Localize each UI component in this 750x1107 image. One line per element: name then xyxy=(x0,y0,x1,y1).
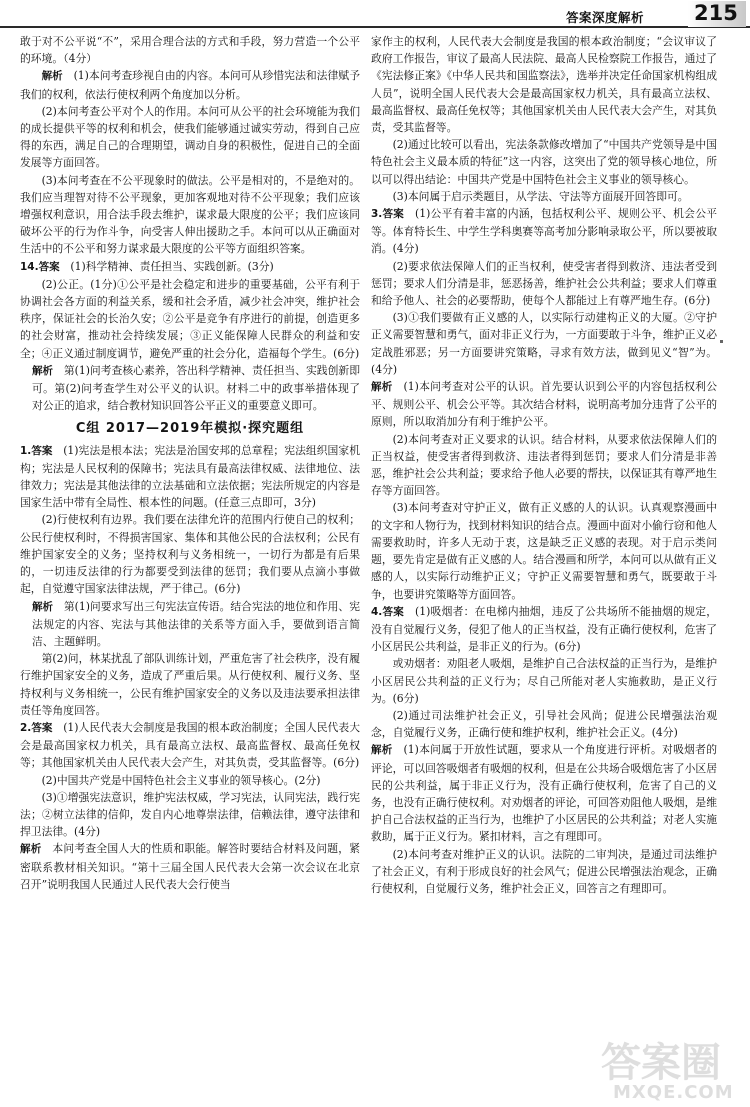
watermark-text-en: MXQE.COM xyxy=(613,1082,734,1103)
paragraph: 敢于对不公平说“不”，采用合理合法的方式和手段，努力营造一个公平的环境。（4分） xyxy=(20,35,360,66)
paragraph: (3)①增强宪法意识，维护宪法权威，学习宪法，认同宪法，践行宪法；②树立法律的信仰，发自内心地尊崇法律，信赖法律，遵守法律和捍卫法律。(4分) xyxy=(20,790,360,839)
paragraph: (2)公正。(1分)①公平是社会稳定和进步的重要基础，公平有利于协调社会各方面的利益关系，缓和社会矛盾，减少社会冲突，维护社会秩序，保证社会的长治久安；②公平是竞争有序进行的前提，创造更多的社会财富，推动社会持续发展；③正义能保障人民群众的利益和安全；④正义通过制度调节，避免严重的社会分化，造福每个学生。(6分) xyxy=(20,277,360,360)
paragraph: (3)本问考查对守护正义，做有正义感的人的认识。认真观察漫画中的文字和人物行为，找到材料知识的结合点。漫画中面对小偷行窃和他人需要救助时，许多人无动于衷，这是缺乏正义感的表现。对于启示类问题，要先肯定是做有正义感的人。结合漫画和所学，本问可以从做有正义感的人，以实际行动维护正义；守护正义需要智慧和勇气，既要敢于斗争，也要讲究策略等方面回答。 xyxy=(371,501,717,601)
page-number: 215 xyxy=(688,1,746,27)
paragraph: 第(2)问，林某扰乱了部队训练计划，严重危害了社会秩序，没有履行维护国家安全的义务，造成了严重后果。从行使权利、履行义务、坚持权利与义务相统一，公民有维护国家安全的义务以及违法要承担法律责任等角度回答。 xyxy=(20,652,360,717)
header-rule xyxy=(0,26,750,28)
left-column xyxy=(20,33,360,893)
q3-answer: 3.答案 (1)公平有着丰富的内涵，包括权利公平、规则公平、机会公平等。体育特长生、中学生学科奥赛等高考加分影响录取公平，所以要被取消。(4分) xyxy=(371,207,718,256)
paragraph: 解析 (1)本问考查珍视自由的内容。本问可从珍惜宪法和法律赋予我们的权利，依法行使权利两个角度加以分析。 xyxy=(20,69,361,101)
paragraph: 或劝烟者：劝阻老人吸烟，是维护自己合法权益的正当行为，是维护小区居民公共利益的正义行为；尽自己所能对老人实施救助，是正义行为。(6分) xyxy=(371,657,717,705)
paragraph: (2)通过司法维护社会正义，引导社会风尚；促进公民增强法治观念，自觉履行义务，正确行使和维护权利，维护社会正义。(4分) xyxy=(371,708,717,740)
paragraph: 解析 第(1)问考查核心素养，答出科学精神、责任担当、实践创新即可。第(2)问考查学生对公平义的认识。材料二中的政事举措体现了对公正的追求，结合教材知识回答公平正义的重要意义即可。 xyxy=(32,363,361,413)
paragraph: (2)要求依法保障人们的正当权利，使受害者得到救济、违法者受到惩罚；要求人们分清是非，惩恶扬善，维护社会公共利益；要求人们尊重和给予他人、社会的必要帮助，使每个人都能过上有尊严地生存。(6分) xyxy=(371,259,717,308)
analysis-label: 解析 xyxy=(41,70,63,83)
paragraph: 家作主的权利，人民代表大会制度是我国的根本政治制度；“会议审议了政府工作报告，审议了最高人民法院、最高人民检察院工作报告，通过了《宪法修正案》《中华人民共和国监察法》，选举并决定任命国家机构组成人员”，说明全国人民代表大会是最高国家权力机关，具有最高立法权、最高监督权、最高任免权等；其他国家机关由人民代表大会产生，对其负责，受其监督等。 xyxy=(371,35,717,135)
paragraph: (2)本问考查公平对个人的作用。本问可从公平的社会环境能为我们的成长提供平等的权利和机会，使我们能够通过诚实劳动，得到自己应得的东西，满足自己的合理期望，调动自身的积极性，促进自己的全面发展等方面回答。 xyxy=(20,104,360,170)
q4-answer: 4.答案 (1)吸烟者：在电梯内抽烟，违反了公共场所不能抽烟的规定，没有自觉履行义务，侵犯了他人的正当权益，没有正确行使权利，危害了小区居民公共利益，是非正义的行为。(6分) xyxy=(371,604,718,654)
right-column xyxy=(371,33,717,897)
paragraph: 解析 (1)本问考查对公平的认识。首先要认识到公平的内容包括权利公平、规则公平、机会公平等。其次结合材料，说明高考加分违背了公平的原则，所以取消加分有利于维护公平。 xyxy=(371,380,718,429)
paragraph: (3)本问考查在不公平现象时的做法。公平是相对的，不是绝对的。我们应当理智对待不公平现象，更加客观地对待不公平现象；我们应该增强权利意识，用合法手段去维护，谋求最大限度的公平；我们应该同破坏公平的行为作斗争，向受害人伸出援助之手。本问可以从正确面对生活中的不公平和努力谋求最大限度的公平等方面组织答案。 xyxy=(20,173,360,256)
paragraph: (2)通过比较可以看出，宪法条款修改增加了“中国共产党领导是中国特色社会主义最本质的特征”这一内容，这突出了党的领导核心地位，所以可以得出结论：中国共产党是中国特色社会主义事业的领导核心。 xyxy=(371,138,717,186)
paragraph: (2)本问考查对维护正义的认识。法院的二审判决，是通过司法维护了社会正义，有利于形成良好的社会风气；促进公民增强法治观念，正确行使权利，自觉履行义务，维护社会正义，回答言之有理即可。 xyxy=(371,847,717,895)
q2-answer: 2.答案 (1)人民代表大会制度是我国的根本政治制度；全国人民代表大会是最高国家权力机关，具有最高立法权、最高监督权、最高任免权等；其他国家机关由人民代表大会产生，对其负责，受其监督等。(6分) xyxy=(20,720,361,770)
paragraph: 解析 (1)本问属于开放性试题，要求从一个角度进行评析。对吸烟者的评论，可以回答吸烟者有吸烟的权利，但是在公共场合吸烟危害了小区居民的公共利益，属于非正义行为，没有正确行使权利，危害了自己的义务，也没有正确行使权利。对劝烟者的评论，可回答劝阻他人吸烟，是维护自己合法权益的正当行为，也维护了小区居民的公共利益；对老人实施救助，属于正义行为。紧扣材料，言之有理即可。 xyxy=(371,743,718,844)
q1-answer: 1.答案 (1)宪法是根本法；宪法是治国安邦的总章程；宪法组织国家机构；宪法是人民权利的保障书；宪法具有最高法律权威、法律地位、法律效力；宪法是其他法律的立法基础和立法依据；宪法所规定的内容是国家生活中带有全局性、根本性的问题。(任意三点即可，3分) xyxy=(20,443,361,510)
margin-dot xyxy=(720,340,723,343)
q14-answer: 14.答案 (1)科学精神、责任担当、实践创新。(3分) xyxy=(20,259,274,273)
paragraph: (3)本问属于启示类题目，从学法、守法等方面展开回答即可。 xyxy=(392,189,689,203)
watermark-text-cn: 答案圈 xyxy=(601,1040,721,1086)
paragraph: 解析 本问考查全国人大的性质和职能。解答时要结合材料及问题，紧密联系教材相关知识。“第十三届全国人民代表大会第一次会议在北京召开”说明我国人民通过人民代表大会行使当 xyxy=(20,842,361,891)
paragraph: 解析 第(1)问要求写出三句宪法宣传语。结合宪法的地位和作用、宪法规定的内容、宪法与其他法律的关系等方面入手，要做到语言简洁、主题鲜明。 xyxy=(32,599,361,648)
paragraph: (2)本问考查对正义要求的认识。结合材料，从要求依法保障人们的正当权益，使受害者得到救济、违法者得到惩罚；要求人们分清是非善恶，维护社会公共利益；要求给予他人必要的帮扶，以保证其有尊严地生存等方面回答。 xyxy=(371,432,717,498)
header-label: 答案深度解析 xyxy=(566,10,645,25)
paragraph: (2)行使权利有边界。我们要在法律允许的范围内行使自己的权利；公民行使权利时，不得损害国家、集体和其他公民的合法权利；公民有维护国家安全的义务；坚持权利与义务相统一，一切行为都是有后果的，一切违反法律的行为都要受到法律的惩罚；我们要从点滴小事做起，自觉遵守国家法律法规，严于律己。(6分) xyxy=(20,513,360,596)
paragraph: (3)①我们要做有正义感的人，以实际行动建构正义的大厦。②守护正义需要智慧和勇气，面对非正义行为，一方面要敢于斗争，维护正义必定战胜邪恶；另一方面要讲究策略，寻求有效方法，做到见义“智”为。(4分) xyxy=(371,311,717,376)
section-title: C组 2017—2019年模拟·探究题组 xyxy=(75,421,305,437)
watermark-logo xyxy=(597,1032,747,1104)
paragraph: (2)中国共产党是中国特色社会主义事业的领导核心。(2分) xyxy=(41,773,321,787)
